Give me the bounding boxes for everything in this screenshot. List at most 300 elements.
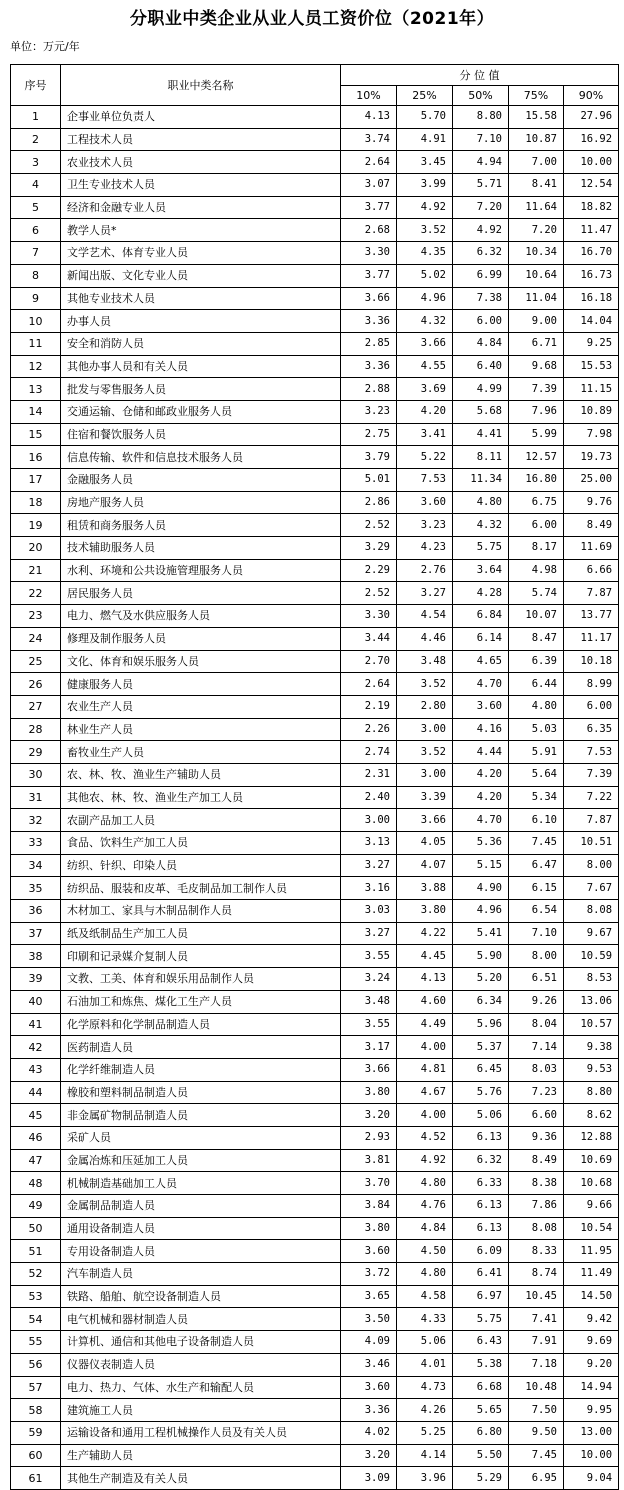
occupation-name: 农副产品加工人员 [61, 809, 341, 832]
occupation-name: 纺织品、服装和皮革、毛皮制品加工制作人员 [61, 877, 341, 900]
table-row [11, 151, 619, 174]
p75-value: 6.51 [509, 968, 564, 991]
p25-value: 4.55 [397, 355, 453, 378]
p50-value: 5.37 [453, 1036, 509, 1059]
p90-value: 7.87 [564, 809, 619, 832]
p25-value: 5.22 [397, 446, 453, 469]
p50-value: 6.32 [453, 242, 509, 265]
p10-value: 4.13 [341, 106, 397, 129]
table-row [11, 1376, 619, 1399]
occupation-name: 金属制品制造人员 [61, 1195, 341, 1218]
row-number: 1 [11, 106, 61, 129]
p25-value: 4.07 [397, 854, 453, 877]
row-number: 20 [11, 537, 61, 560]
p10-value: 3.09 [341, 1467, 397, 1490]
p10-value: 5.01 [341, 469, 397, 492]
occupation-name: 采矿人员 [61, 1126, 341, 1149]
p50-value: 5.29 [453, 1467, 509, 1490]
row-number: 13 [11, 378, 61, 401]
row-number: 51 [11, 1240, 61, 1263]
p25-value: 4.20 [397, 400, 453, 423]
table-row [11, 809, 619, 832]
p90-value: 10.59 [564, 945, 619, 968]
occupation-name: 住宿和餐饮服务人员 [61, 423, 341, 446]
occupation-name: 化学纤维制造人员 [61, 1058, 341, 1081]
p50-value: 5.38 [453, 1353, 509, 1376]
row-number: 41 [11, 1013, 61, 1036]
p75-value: 10.34 [509, 242, 564, 265]
p25-value: 3.96 [397, 1467, 453, 1490]
p50-value: 6.40 [453, 355, 509, 378]
p50-value: 5.50 [453, 1444, 509, 1467]
p50-value: 4.70 [453, 673, 509, 696]
p50-value: 5.68 [453, 400, 509, 423]
header-p50: 50% [453, 86, 509, 106]
p90-value: 9.42 [564, 1308, 619, 1331]
p75-value: 9.00 [509, 310, 564, 333]
p10-value: 3.46 [341, 1353, 397, 1376]
p10-value: 3.29 [341, 537, 397, 560]
occupation-name: 农业技术人员 [61, 151, 341, 174]
p10-value: 3.23 [341, 400, 397, 423]
p75-value: 7.18 [509, 1353, 564, 1376]
p90-value: 10.54 [564, 1217, 619, 1240]
row-number: 50 [11, 1217, 61, 1240]
p10-value: 3.79 [341, 446, 397, 469]
p90-value: 9.53 [564, 1058, 619, 1081]
p90-value: 12.88 [564, 1126, 619, 1149]
p50-value: 6.13 [453, 1126, 509, 1149]
p25-value: 4.54 [397, 605, 453, 628]
p25-value: 5.70 [397, 106, 453, 129]
p25-value: 4.60 [397, 990, 453, 1013]
occupation-name: 金融服务人员 [61, 469, 341, 492]
page-title: 分职业中类企业从业人员工资价位（2021年） [129, 9, 495, 29]
p90-value: 27.96 [564, 106, 619, 129]
p50-value: 3.60 [453, 695, 509, 718]
p25-value: 3.60 [397, 491, 453, 514]
p50-value: 5.65 [453, 1399, 509, 1422]
p10-value: 2.52 [341, 582, 397, 605]
p25-value: 3.39 [397, 786, 453, 809]
p25-value: 4.84 [397, 1217, 453, 1240]
p50-value: 8.80 [453, 106, 509, 129]
row-number: 10 [11, 310, 61, 333]
occupation-name: 仪器仪表制造人员 [61, 1353, 341, 1376]
p90-value: 10.18 [564, 650, 619, 673]
row-number: 48 [11, 1172, 61, 1195]
p75-value: 5.99 [509, 423, 564, 446]
p25-value: 4.46 [397, 627, 453, 650]
p50-value: 6.09 [453, 1240, 509, 1263]
p75-value: 8.47 [509, 627, 564, 650]
row-number: 49 [11, 1195, 61, 1218]
p90-value: 9.76 [564, 491, 619, 514]
p10-value: 2.86 [341, 491, 397, 514]
p10-value: 3.13 [341, 832, 397, 855]
p50-value: 5.41 [453, 922, 509, 945]
p75-value: 15.58 [509, 106, 564, 129]
p50-value: 5.36 [453, 832, 509, 855]
table-row [11, 332, 619, 355]
p75-value: 9.26 [509, 990, 564, 1013]
header-p10: 10% [341, 86, 397, 106]
p90-value: 9.95 [564, 1399, 619, 1422]
p90-value: 10.00 [564, 151, 619, 174]
p90-value: 14.04 [564, 310, 619, 333]
p90-value: 11.69 [564, 537, 619, 560]
p90-value: 8.80 [564, 1081, 619, 1104]
p25-value: 3.00 [397, 718, 453, 741]
p25-value: 4.81 [397, 1058, 453, 1081]
occupation-name: 租赁和商务服务人员 [61, 514, 341, 537]
p25-value: 4.96 [397, 287, 453, 310]
table-row [11, 1217, 619, 1240]
occupation-name: 居民服务人员 [61, 582, 341, 605]
row-number: 15 [11, 423, 61, 446]
row-number: 4 [11, 174, 61, 197]
p25-value: 4.80 [397, 1172, 453, 1195]
p90-value: 9.69 [564, 1331, 619, 1354]
p50-value: 6.80 [453, 1421, 509, 1444]
p75-value: 11.64 [509, 196, 564, 219]
row-number: 22 [11, 582, 61, 605]
p50-value: 6.34 [453, 990, 509, 1013]
p10-value: 2.29 [341, 559, 397, 582]
p50-value: 5.20 [453, 968, 509, 991]
table-row [11, 990, 619, 1013]
p90-value: 6.35 [564, 718, 619, 741]
row-number: 27 [11, 695, 61, 718]
p75-value: 10.48 [509, 1376, 564, 1399]
p50-value: 4.44 [453, 741, 509, 764]
p50-value: 4.20 [453, 786, 509, 809]
p75-value: 6.54 [509, 900, 564, 923]
p25-value: 3.69 [397, 378, 453, 401]
p50-value: 4.32 [453, 514, 509, 537]
header-name: 职业中类名称 [61, 65, 341, 106]
row-number: 55 [11, 1331, 61, 1354]
row-number: 3 [11, 151, 61, 174]
p50-value: 5.15 [453, 854, 509, 877]
p90-value: 12.54 [564, 174, 619, 197]
p75-value: 8.08 [509, 1217, 564, 1240]
table-row [11, 242, 619, 265]
p10-value: 3.36 [341, 1399, 397, 1422]
occupation-name: 房地产服务人员 [61, 491, 341, 514]
p25-value: 4.32 [397, 310, 453, 333]
table-row [11, 673, 619, 696]
p75-value: 8.38 [509, 1172, 564, 1195]
occupation-name: 印刷和记录媒介复制人员 [61, 945, 341, 968]
p75-value: 10.64 [509, 264, 564, 287]
p25-value: 4.22 [397, 922, 453, 945]
p50-value: 5.75 [453, 1308, 509, 1331]
p25-value: 4.45 [397, 945, 453, 968]
table-row [11, 514, 619, 537]
row-number: 46 [11, 1126, 61, 1149]
p90-value: 9.25 [564, 332, 619, 355]
p90-value: 9.66 [564, 1195, 619, 1218]
p50-value: 6.97 [453, 1285, 509, 1308]
p90-value: 16.92 [564, 128, 619, 151]
row-number: 16 [11, 446, 61, 469]
p25-value: 2.76 [397, 559, 453, 582]
p10-value: 3.16 [341, 877, 397, 900]
occupation-name: 农、林、牧、渔业生产辅助人员 [61, 763, 341, 786]
row-number: 59 [11, 1421, 61, 1444]
p10-value: 3.24 [341, 968, 397, 991]
p50-value: 6.32 [453, 1149, 509, 1172]
p75-value: 8.00 [509, 945, 564, 968]
p25-value: 3.99 [397, 174, 453, 197]
p25-value: 4.73 [397, 1376, 453, 1399]
occupation-name: 石油加工和炼焦、煤化工生产人员 [61, 990, 341, 1013]
occupation-name: 电力、燃气及水供应服务人员 [61, 605, 341, 628]
occupation-name: 铁路、船舶、航空设备制造人员 [61, 1285, 341, 1308]
p25-value: 4.14 [397, 1444, 453, 1467]
p50-value: 5.71 [453, 174, 509, 197]
p90-value: 13.77 [564, 605, 619, 628]
table-row [11, 1058, 619, 1081]
p75-value: 6.15 [509, 877, 564, 900]
p10-value: 3.07 [341, 174, 397, 197]
p10-value: 3.20 [341, 1104, 397, 1127]
p90-value: 15.53 [564, 355, 619, 378]
p25-value: 4.49 [397, 1013, 453, 1036]
occupation-name: 工程技术人员 [61, 128, 341, 151]
p90-value: 13.00 [564, 1421, 619, 1444]
table-row [11, 718, 619, 741]
occupation-name: 技术辅助服务人员 [61, 537, 341, 560]
p25-value: 4.01 [397, 1353, 453, 1376]
occupation-name: 食品、饮料生产加工人员 [61, 832, 341, 855]
occupation-name: 木材加工、家具与木制品制作人员 [61, 900, 341, 923]
p25-value: 4.26 [397, 1399, 453, 1422]
table-row [11, 582, 619, 605]
occupation-name: 汽车制造人员 [61, 1263, 341, 1286]
p75-value: 7.86 [509, 1195, 564, 1218]
p50-value: 5.06 [453, 1104, 509, 1127]
row-number: 32 [11, 809, 61, 832]
p25-value: 4.52 [397, 1126, 453, 1149]
p10-value: 3.36 [341, 310, 397, 333]
p75-value: 7.00 [509, 151, 564, 174]
p25-value: 3.52 [397, 673, 453, 696]
p10-value: 2.31 [341, 763, 397, 786]
p75-value: 8.04 [509, 1013, 564, 1036]
p90-value: 8.62 [564, 1104, 619, 1127]
table-row [11, 605, 619, 628]
p90-value: 11.49 [564, 1263, 619, 1286]
row-number: 25 [11, 650, 61, 673]
p10-value: 3.80 [341, 1081, 397, 1104]
p25-value: 4.35 [397, 242, 453, 265]
table-row [11, 1036, 619, 1059]
row-number: 17 [11, 469, 61, 492]
p10-value: 3.30 [341, 605, 397, 628]
row-number: 6 [11, 219, 61, 242]
p75-value: 5.34 [509, 786, 564, 809]
p75-value: 6.95 [509, 1467, 564, 1490]
p75-value: 6.39 [509, 650, 564, 673]
p50-value: 4.99 [453, 378, 509, 401]
row-number: 56 [11, 1353, 61, 1376]
p75-value: 10.87 [509, 128, 564, 151]
p25-value: 3.48 [397, 650, 453, 673]
p90-value: 7.22 [564, 786, 619, 809]
table-row [11, 128, 619, 151]
header-p25: 25% [397, 86, 453, 106]
p90-value: 7.39 [564, 763, 619, 786]
p10-value: 3.72 [341, 1263, 397, 1286]
p90-value: 7.98 [564, 423, 619, 446]
table-row [11, 695, 619, 718]
table-row [11, 945, 619, 968]
row-number: 28 [11, 718, 61, 741]
p25-value: 3.66 [397, 332, 453, 355]
occupation-name: 其他生产制造及有关人员 [61, 1467, 341, 1490]
p10-value: 3.55 [341, 945, 397, 968]
p75-value: 5.74 [509, 582, 564, 605]
p90-value: 6.00 [564, 695, 619, 718]
row-number: 2 [11, 128, 61, 151]
table-row [11, 355, 619, 378]
p75-value: 12.57 [509, 446, 564, 469]
p75-value: 6.47 [509, 854, 564, 877]
p50-value: 5.75 [453, 537, 509, 560]
occupation-name: 电力、热力、气体、水生产和输配人员 [61, 1376, 341, 1399]
table-row [11, 832, 619, 855]
table-row [11, 196, 619, 219]
row-number: 26 [11, 673, 61, 696]
p90-value: 7.67 [564, 877, 619, 900]
p50-value: 6.84 [453, 605, 509, 628]
p10-value: 3.84 [341, 1195, 397, 1218]
table-row [11, 1013, 619, 1036]
p25-value: 3.45 [397, 151, 453, 174]
occupation-name: 电气机械和器材制造人员 [61, 1308, 341, 1331]
p25-value: 3.52 [397, 741, 453, 764]
p90-value: 8.99 [564, 673, 619, 696]
p10-value: 3.77 [341, 196, 397, 219]
occupation-name: 生产辅助人员 [61, 1444, 341, 1467]
p10-value: 3.74 [341, 128, 397, 151]
p10-value: 3.65 [341, 1285, 397, 1308]
p50-value: 5.76 [453, 1081, 509, 1104]
row-number: 39 [11, 968, 61, 991]
row-number: 24 [11, 627, 61, 650]
p10-value: 3.44 [341, 627, 397, 650]
p75-value: 5.03 [509, 718, 564, 741]
p50-value: 6.41 [453, 1263, 509, 1286]
table-row [11, 537, 619, 560]
wage-table [10, 64, 619, 1490]
header-p75: 75% [509, 86, 564, 106]
p50-value: 4.16 [453, 718, 509, 741]
occupation-name: 批发与零售服务人员 [61, 378, 341, 401]
p10-value: 3.66 [341, 287, 397, 310]
table-row [11, 1444, 619, 1467]
p75-value: 9.68 [509, 355, 564, 378]
p10-value: 2.64 [341, 673, 397, 696]
p90-value: 7.53 [564, 741, 619, 764]
occupation-name: 非金属矿物制品制造人员 [61, 1104, 341, 1127]
occupation-name: 林业生产人员 [61, 718, 341, 741]
p50-value: 4.28 [453, 582, 509, 605]
p25-value: 5.02 [397, 264, 453, 287]
p10-value: 2.26 [341, 718, 397, 741]
p90-value: 11.95 [564, 1240, 619, 1263]
row-number: 34 [11, 854, 61, 877]
p90-value: 16.73 [564, 264, 619, 287]
p50-value: 11.34 [453, 469, 509, 492]
occupation-name: 农业生产人员 [61, 695, 341, 718]
p90-value: 14.50 [564, 1285, 619, 1308]
occupation-name: 橡胶和塑料制品制造人员 [61, 1081, 341, 1104]
table-row [11, 1308, 619, 1331]
p75-value: 11.04 [509, 287, 564, 310]
p75-value: 6.10 [509, 809, 564, 832]
p50-value: 4.90 [453, 877, 509, 900]
table-row [11, 559, 619, 582]
table-row [11, 174, 619, 197]
p90-value: 11.15 [564, 378, 619, 401]
p75-value: 6.00 [509, 514, 564, 537]
p75-value: 7.45 [509, 832, 564, 855]
p50-value: 6.13 [453, 1217, 509, 1240]
p25-value: 4.05 [397, 832, 453, 855]
p50-value: 4.70 [453, 809, 509, 832]
p75-value: 7.10 [509, 922, 564, 945]
occupation-name: 卫生专业技术人员 [61, 174, 341, 197]
occupation-name: 文学艺术、体育专业人员 [61, 242, 341, 265]
row-number: 47 [11, 1149, 61, 1172]
p75-value: 16.80 [509, 469, 564, 492]
table-row [11, 1399, 619, 1422]
row-number: 5 [11, 196, 61, 219]
occupation-name: 机械制造基础加工人员 [61, 1172, 341, 1195]
p50-value: 5.90 [453, 945, 509, 968]
p50-value: 3.64 [453, 559, 509, 582]
occupation-name: 医药制造人员 [61, 1036, 341, 1059]
p50-value: 8.11 [453, 446, 509, 469]
p25-value: 3.23 [397, 514, 453, 537]
table-row [11, 900, 619, 923]
p50-value: 6.00 [453, 310, 509, 333]
occupation-name: 办事人员 [61, 310, 341, 333]
occupation-name: 化学原料和化学制品制造人员 [61, 1013, 341, 1036]
table-row [11, 1263, 619, 1286]
p10-value: 2.40 [341, 786, 397, 809]
p25-value: 4.23 [397, 537, 453, 560]
row-number: 54 [11, 1308, 61, 1331]
p25-value: 4.80 [397, 1263, 453, 1286]
p75-value: 7.45 [509, 1444, 564, 1467]
p75-value: 7.91 [509, 1331, 564, 1354]
p75-value: 4.98 [509, 559, 564, 582]
p25-value: 4.13 [397, 968, 453, 991]
p75-value: 8.74 [509, 1263, 564, 1286]
row-number: 7 [11, 242, 61, 265]
p10-value: 2.19 [341, 695, 397, 718]
occupation-name: 企事业单位负责人 [61, 106, 341, 129]
p25-value: 4.00 [397, 1104, 453, 1127]
unit-label: 单位：万元/年 [10, 40, 80, 53]
table-row [11, 287, 619, 310]
table-row [11, 1467, 619, 1490]
p50-value: 6.13 [453, 1195, 509, 1218]
